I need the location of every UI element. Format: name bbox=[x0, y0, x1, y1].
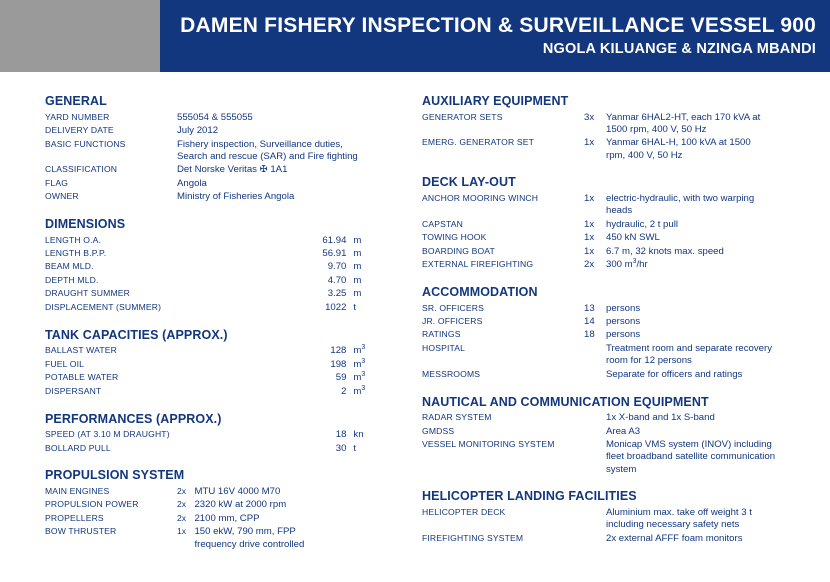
helicopter-qty bbox=[584, 506, 606, 532]
general-label: OWNER bbox=[45, 191, 79, 202]
spec-row bbox=[45, 512, 406, 525]
tank-capacity-label: POTABLE WATER bbox=[45, 372, 119, 383]
accommodation-label: HOSPITAL bbox=[422, 342, 466, 353]
accommodation-label: JR. OFFICERS bbox=[422, 316, 483, 327]
spec-row bbox=[422, 232, 816, 245]
accommodation-label: RATINGS bbox=[422, 329, 461, 340]
propulsion-label: MAIN ENGINES bbox=[45, 486, 110, 497]
section-title-auxiliary-equipment: AUXILIARY EQUIPMENT bbox=[422, 94, 569, 108]
performance-label: BOLLARD PULL bbox=[45, 442, 111, 453]
tank-capacity-value: 2 bbox=[341, 385, 347, 397]
propulsion-value: 150 ekW, 790 mm, FPP frequency drive controlled bbox=[194, 526, 305, 550]
general-value: Ministry of Fisheries Angola bbox=[177, 191, 295, 203]
dimension-label: DISPLACEMENT (SUMMER) bbox=[45, 301, 162, 312]
dimension-unit: t bbox=[353, 301, 357, 313]
nautical-qty bbox=[584, 438, 606, 476]
general-table bbox=[45, 111, 406, 204]
tank-capacity-unit: $m^3$ bbox=[353, 344, 366, 357]
spec-row bbox=[45, 385, 406, 398]
propulsion-label: PROPELLERS bbox=[45, 512, 104, 523]
spec-row bbox=[422, 137, 816, 163]
deck-value: 450 kN SWL bbox=[606, 232, 660, 244]
accommodation-table bbox=[422, 302, 816, 382]
tank-capacity-unit: $m^3$ bbox=[353, 384, 366, 397]
spec-row bbox=[45, 526, 406, 552]
helicopter-value: Aluminium max. take off weight 3 t including necessary safety nets bbox=[606, 506, 752, 531]
helicopter-label: HELICOPTER DECK bbox=[422, 506, 506, 517]
dimension-label: BEAM MLD. bbox=[45, 261, 94, 272]
deck-qty: 1x bbox=[584, 245, 595, 257]
deck-value: hydraulic, 2 t pull bbox=[606, 218, 678, 230]
dimension-value: 4.70 bbox=[327, 274, 347, 286]
accommodation-qty bbox=[584, 368, 606, 381]
propulsion-qty: 2x bbox=[177, 499, 187, 510]
propulsion-label: PROPULSION POWER bbox=[45, 499, 139, 510]
performances-table bbox=[45, 429, 406, 456]
accommodation-qty: 14 bbox=[584, 316, 595, 328]
accommodation-value: Treatment room and separate recovery room for 12 persons bbox=[606, 342, 773, 367]
propulsion-value: MTU 16V 4000 M70 bbox=[194, 486, 281, 498]
auxiliary-value: Yanmar 6HAL2-HT, each 170 kVA at 1500 rpm, 400 V, 50 Hz bbox=[606, 111, 761, 135]
accommodation-qty: 18 bbox=[584, 329, 595, 341]
section-title-dimensions: DIMENSIONS bbox=[45, 216, 126, 231]
spec-row bbox=[422, 368, 816, 381]
deck-qty: 2x bbox=[584, 259, 595, 271]
dimension-label: DEPTH MLD. bbox=[45, 274, 99, 285]
spec-row bbox=[422, 111, 816, 137]
spec-row bbox=[45, 301, 406, 314]
section-dimensions bbox=[45, 217, 406, 315]
spec-row bbox=[422, 438, 816, 476]
section-propulsion bbox=[45, 468, 406, 551]
dimension-label: DRAUGHT SUMMER bbox=[45, 288, 131, 299]
nautical-label: VESSEL MONITORING SYSTEM bbox=[422, 439, 555, 449]
tank-capacities-table bbox=[45, 345, 406, 399]
spec-row bbox=[422, 259, 816, 272]
spec-row bbox=[45, 288, 406, 301]
dimension-unit: m bbox=[353, 248, 362, 260]
performance-unit: t bbox=[353, 442, 357, 454]
spec-row bbox=[422, 218, 816, 231]
general-label: CLASSIFICATION bbox=[45, 164, 118, 175]
auxiliary-qty: 3x bbox=[584, 111, 595, 123]
spec-row bbox=[422, 425, 816, 438]
section-title-helicopter-landing: HELICOPTER LANDING FACILITIES bbox=[422, 489, 637, 504]
dimension-unit: m bbox=[353, 234, 362, 246]
nautical-label: RADAR SYSTEM bbox=[422, 412, 492, 423]
section-title-performances: PERFORMANCES (APPROX.) bbox=[45, 411, 222, 426]
tank-capacity-value: 59 bbox=[335, 372, 347, 384]
spec-row bbox=[45, 111, 406, 124]
general-label: BASIC FUNCTIONS bbox=[45, 138, 126, 149]
dimension-value: 61.94 bbox=[322, 234, 347, 246]
section-auxiliary-equipment bbox=[422, 94, 816, 162]
spec-row bbox=[45, 345, 406, 358]
general-value: Det Norske Veritas ✠ 1A1 bbox=[177, 164, 288, 176]
propulsion-qty: 1x bbox=[177, 526, 187, 537]
general-label: FLAG bbox=[45, 177, 69, 188]
accommodation-value: Separate for officers and ratings bbox=[606, 368, 743, 380]
dimension-unit: m bbox=[353, 288, 362, 300]
nautical-label: GMDSS bbox=[422, 425, 455, 436]
spec-sheet bbox=[0, 72, 830, 582]
tank-capacity-label: FUEL OIL bbox=[45, 358, 85, 369]
spec-row bbox=[45, 442, 406, 455]
section-accommodation bbox=[422, 285, 816, 382]
spec-row bbox=[45, 499, 406, 512]
section-title-general: GENERAL bbox=[45, 94, 107, 108]
accommodation-qty: 13 bbox=[584, 302, 595, 314]
nautical-value: Area A3 bbox=[606, 425, 641, 437]
nautical-qty bbox=[584, 425, 606, 438]
auxiliary-label: GENERATOR SETS bbox=[422, 111, 503, 122]
propulsion-value: 2100 mm, CPP bbox=[194, 512, 260, 524]
general-value: July 2012 bbox=[177, 125, 219, 137]
nautical-communication-table bbox=[422, 412, 816, 477]
spec-row bbox=[422, 532, 816, 545]
spec-row bbox=[422, 342, 816, 368]
tank-capacity-value: 198 bbox=[330, 358, 347, 370]
deck-label: BOARDING BOAT bbox=[422, 245, 495, 256]
accommodation-qty bbox=[584, 342, 606, 368]
auxiliary-label: EMERG. GENERATOR SET bbox=[422, 137, 535, 148]
spec-row bbox=[45, 274, 406, 287]
section-nautical-communication bbox=[422, 395, 816, 477]
spec-row bbox=[422, 412, 816, 425]
deck-label: ANCHOR MOORING WINCH bbox=[422, 193, 539, 204]
general-value: Angola bbox=[177, 177, 207, 189]
spec-row bbox=[45, 234, 406, 247]
accommodation-label: MESSROOMS bbox=[422, 368, 481, 379]
spec-row bbox=[45, 358, 406, 371]
deck-value: electric-hydraulic, with two warping heads bbox=[606, 193, 755, 217]
section-deck-layout bbox=[422, 175, 816, 272]
general-label: DELIVERY DATE bbox=[45, 125, 114, 136]
spec-row bbox=[422, 245, 816, 258]
section-general bbox=[45, 94, 406, 204]
deck-qty: 1x bbox=[584, 218, 595, 230]
accommodation-label: SR. OFFICERS bbox=[422, 302, 484, 313]
accommodation-value: persons bbox=[606, 316, 641, 328]
section-title-tank-capacities: TANK CAPACITIES (APPROX.) bbox=[45, 327, 228, 342]
spec-row bbox=[422, 315, 816, 328]
deck-label: TOWING HOOK bbox=[422, 232, 487, 243]
spec-row bbox=[45, 372, 406, 385]
section-title-deck-layout: DECK LAY-OUT bbox=[422, 175, 516, 190]
performance-value: 18 bbox=[335, 429, 347, 441]
section-title-propulsion: PROPULSION SYSTEM bbox=[45, 468, 185, 483]
deck-qty: 1x bbox=[584, 193, 595, 205]
dimension-value: 9.70 bbox=[327, 261, 347, 273]
deck-label: EXTERNAL FIREFIGHTING bbox=[422, 259, 534, 270]
tank-capacity-label: DISPERSANT bbox=[45, 385, 102, 396]
performance-value: 30 bbox=[335, 442, 347, 454]
performance-label: SPEED (AT 3.10 M DRAUGHT) bbox=[45, 429, 170, 440]
header-logo-placeholder bbox=[0, 0, 160, 72]
propulsion-qty: 2x bbox=[177, 486, 187, 497]
spec-row bbox=[422, 192, 816, 218]
spec-row bbox=[422, 329, 816, 342]
spec-row bbox=[45, 164, 406, 177]
deck-label: CAPSTAN bbox=[422, 218, 464, 229]
section-helicopter-landing bbox=[422, 489, 816, 545]
spec-row bbox=[45, 138, 406, 164]
dimension-value: 3.25 bbox=[327, 288, 347, 300]
left-column bbox=[14, 94, 406, 582]
accommodation-value: persons bbox=[606, 302, 641, 314]
nautical-value: 1x X-band and 1x S-band bbox=[606, 412, 715, 424]
general-value: Fishery inspection, Surveillance duties, Search and rescue (SAR) and Fire fighting bbox=[177, 138, 358, 162]
dimension-label: LENGTH O.A. bbox=[45, 234, 102, 245]
section-title-nautical-communication: NAUTICAL AND COMMUNICATION EQUIPMENT bbox=[422, 394, 709, 409]
helicopter-label: FIREFIGHTING SYSTEM bbox=[422, 532, 524, 543]
propulsion-value: 2320 kW at 2000 rpm bbox=[194, 499, 287, 511]
section-tank-capacities bbox=[45, 328, 406, 399]
header-text-block bbox=[160, 0, 830, 72]
section-title-accommodation: ACCOMMODATION bbox=[422, 284, 538, 299]
spec-row bbox=[45, 429, 406, 442]
propulsion-qty: 2x bbox=[177, 512, 187, 523]
spec-row bbox=[45, 261, 406, 274]
auxiliary-qty: 1x bbox=[584, 137, 595, 149]
auxiliary-equipment-table bbox=[422, 111, 816, 162]
spec-row bbox=[45, 485, 406, 498]
spec-row bbox=[45, 247, 406, 260]
tank-capacity-unit: $m^3$ bbox=[353, 371, 366, 384]
dimension-label: LENGTH B.P.P. bbox=[45, 248, 107, 259]
spec-row bbox=[422, 302, 816, 315]
auxiliary-value: Yanmar 6HAL-H, 100 kVA at 1500 rpm, 400 V, 50 Hz bbox=[606, 137, 751, 161]
page-subtitle: NGOLA KILUANGE & NZINGA MBANDI bbox=[542, 40, 816, 57]
dimension-unit: m bbox=[353, 274, 362, 286]
right-column bbox=[406, 94, 816, 582]
nautical-value: Monicap VMS system (INOV) including fleet broadband satellite communication system bbox=[606, 439, 776, 475]
tank-capacity-label: BALLAST WATER bbox=[45, 345, 117, 356]
deck-value: 300 $m^3/hr$ bbox=[606, 257, 648, 271]
page-header bbox=[0, 0, 830, 72]
propulsion-table bbox=[45, 485, 406, 551]
general-label: YARD NUMBER bbox=[45, 111, 110, 122]
spec-row bbox=[422, 506, 816, 532]
deck-value: 6.7 m, 32 knots max. speed bbox=[606, 245, 724, 257]
section-performances bbox=[45, 412, 406, 456]
helicopter-value: 2x external AFFF foam monitors bbox=[606, 532, 743, 544]
propulsion-label: BOW THRUSTER bbox=[45, 526, 117, 537]
deck-layout-table bbox=[422, 192, 816, 272]
helicopter-landing-table bbox=[422, 506, 816, 545]
deck-qty: 1x bbox=[584, 232, 595, 244]
page-title: DAMEN FISHERY INSPECTION & SURVEILLANCE VESSEL 900 bbox=[180, 14, 816, 38]
spec-row bbox=[45, 191, 406, 204]
general-value: 555054 & 555055 bbox=[177, 111, 253, 123]
dimension-value: 1022 bbox=[325, 301, 347, 313]
spec-row bbox=[45, 124, 406, 137]
tank-capacity-value: 128 bbox=[330, 345, 347, 357]
dimension-value: 56.91 bbox=[322, 248, 347, 260]
accommodation-value: persons bbox=[606, 329, 641, 341]
dimensions-table bbox=[45, 234, 406, 315]
performance-unit: kn bbox=[353, 429, 364, 441]
spec-row bbox=[45, 177, 406, 190]
nautical-qty bbox=[584, 412, 606, 425]
dimension-unit: m bbox=[353, 261, 362, 273]
helicopter-qty bbox=[584, 532, 606, 545]
tank-capacity-unit: $m^3$ bbox=[353, 357, 366, 370]
